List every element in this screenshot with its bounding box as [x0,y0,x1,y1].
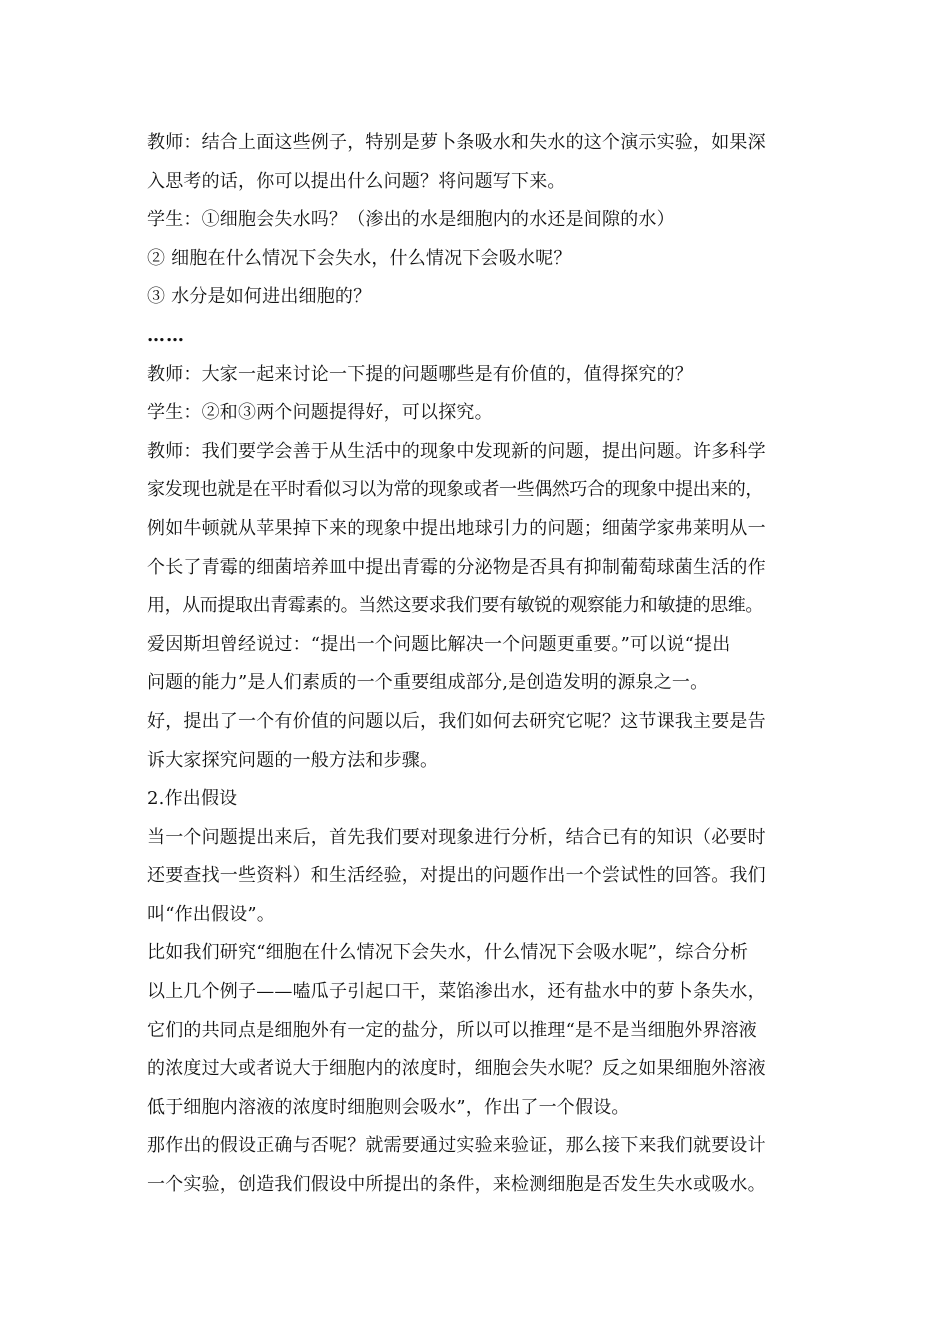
text-line: 叫“作出假设”。 [147,903,276,925]
text-line: ② 细胞在什么情况下会失水，什么情况下会吸水呢？ [147,247,572,269]
text-line: 低于细胞内溶液的浓度时细胞则会吸水”，作出了一个假设。 [147,1096,630,1118]
body-text [147,124,815,1205]
text-line: 学生：②和③两个问题提得好，可以探究。 [147,402,493,424]
text-line: 的浓度过大或者说大于细胞内的浓度时，细胞会失水呢？反之如果细胞外溶液 [147,1058,766,1080]
section-heading: 2.作出假设 [147,788,238,810]
text-line: 家发现也就是在平时看似习以为常的现象或者一些偶然巧合的现象中提出来的， [147,479,763,501]
ellipsis-line: …… [147,324,185,346]
text-line: 那作出的假设正确与否呢？就需要通过实验来验证，那么接下来我们就要设计 [147,1135,766,1157]
text-line: ③ 水分是如何进出细胞的？ [147,286,372,308]
text-line: 一个实验，创造我们假设中所提出的条件，来检测细胞是否发生失水或吸水。 [147,1174,766,1196]
text-line: 教师：我们要学会善于从生活中的现象中发现新的问题，提出问题。许多科学 [147,440,766,462]
text-line: 以上几个例子——嗑瓜子引起口干，菜馅渗出水，还有盐水中的萝卜条失水， [147,981,766,1003]
text-line: 入思考的话，你可以提出什么问题？将问题写下来。 [147,170,566,192]
text-line: 教师：结合上面这些例子，特别是萝卜条吸水和失水的这个演示实验，如果深 [147,132,766,153]
text-line: 教师：大家一起来讨论一下提的问题哪些是有价值的，值得探究的？ [147,363,693,385]
text-line: 当一个问题提出来后，首先我们要对现象进行分析，结合已有的知识（必要时 [147,826,766,848]
text-line: 诉大家探究问题的一般方法和步骤。 [147,749,439,771]
text-line: 爱因斯坦曾经说过：“提出一个问题比解决一个问题更重要。”可以说“提出 [147,633,731,655]
text-line: 还要查找一些资料）和生活经验，对提出的问题作出一个尝试性的回答。我们 [147,865,766,887]
text-line: 个长了青霉的细菌培养皿中提出青霉的分泌物是否具有抑制葡萄球菌生活的作 [147,556,766,578]
text-line: 例如牛顿就从苹果掉下来的现象中提出地球引力的问题；细菌学家弗莱明从一 [147,517,766,539]
text-line: 比如我们研究“细胞在什么情况下会失水，什么情况下会吸水呢”，综合分析 [147,942,749,964]
text-line: 好，提出了一个有价值的问题以后，我们如何去研究它呢？这节课我主要是告 [147,710,766,732]
text-line: 它们的共同点是细胞外有一定的盐分，所以可以推理“是不是当细胞外界溶液 [147,1019,757,1041]
text-line: 用，从而提取出青霉素的。当然这要求我们要有敏锐的观察能力和敏捷的思维。 [147,595,763,617]
text-line: 学生：①细胞会失水吗？（渗出的水是细胞内的水还是间隙的水） [147,209,675,231]
text-line: 问题的能力”是人们素质的一个重要组成部分,是创造发明的源泉之一。 [147,672,709,694]
